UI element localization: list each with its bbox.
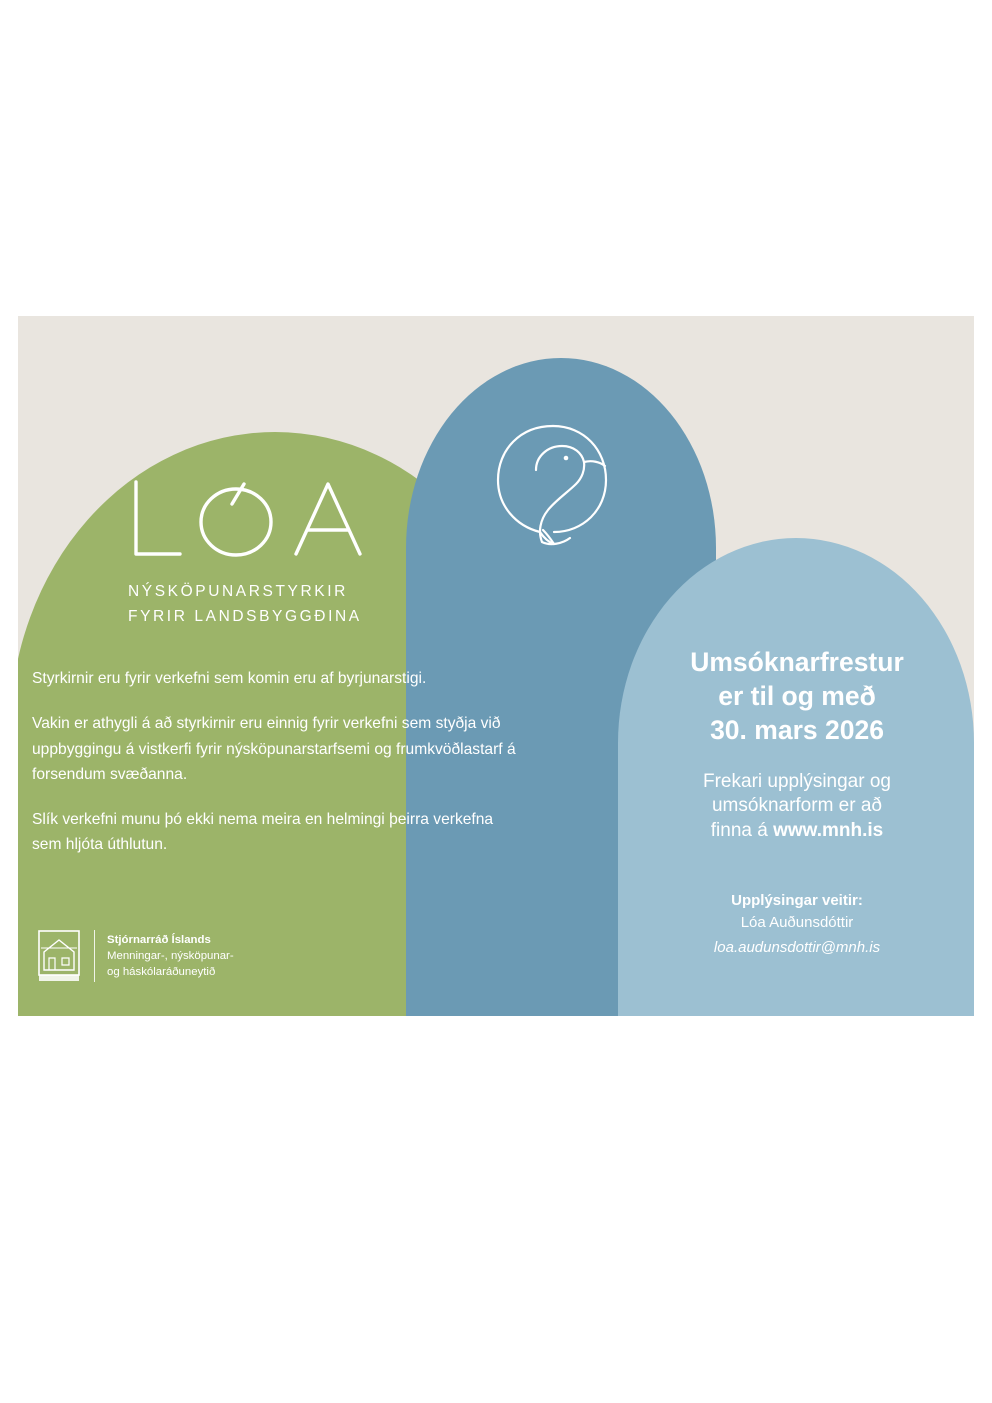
tagline-line-1: NÝSKÖPUNARSTYRKIR bbox=[128, 583, 348, 600]
info-text bbox=[638, 770, 956, 844]
ministry-divider bbox=[94, 930, 95, 982]
wordmark-tagline bbox=[128, 580, 428, 630]
loa-logotype-icon bbox=[128, 474, 373, 566]
deadline-line-3: 30. mars 2026 bbox=[710, 714, 884, 745]
loa-wordmark bbox=[128, 474, 428, 630]
deadline-line-1: Umsóknarfrestur bbox=[690, 647, 904, 677]
ministry-department-line-1: Menningar-, nýsköpunar- bbox=[107, 949, 234, 962]
deadline-column bbox=[638, 646, 956, 959]
ministry-organisation: Stjórnarráð Íslands bbox=[107, 933, 211, 946]
contact-block bbox=[638, 890, 956, 960]
info-line-3 bbox=[638, 819, 956, 844]
info-line-1: Frekari upplýsingar og bbox=[703, 770, 891, 792]
ministry-lockup bbox=[36, 928, 234, 984]
body-paragraph-3: Slík verkefni munu þó ekki nema meira en helmingi þeirra verkefna sem hljóta úthlutun. bbox=[32, 811, 494, 854]
contact-heading: Upplýsingar veitir: bbox=[731, 891, 863, 909]
coat-of-arms-icon bbox=[36, 928, 82, 984]
website-link[interactable]: www.mnh.is bbox=[773, 820, 884, 842]
info-line-2: umsóknarform er að bbox=[711, 795, 882, 817]
body-paragraph-1: Styrkirnir eru fyrir verkefni sem komin eru af byrjunarstigi. bbox=[32, 670, 427, 687]
contact-name: Lóa Auðunsdóttir bbox=[740, 914, 854, 932]
body-paragraph-2: Vakin er athygli á að styrkirnir eru einnig fyrir verkefni sem styðja við uppbyggingu á vistkerfi fyrir nýsköpunarstarfsemi og frumkvöðlastarf á forsendum svæðanna. bbox=[32, 715, 516, 783]
info-line-3-prefix: finna á bbox=[710, 820, 774, 842]
poster-canvas bbox=[18, 316, 974, 1016]
ministry-text bbox=[107, 932, 234, 981]
body-copy bbox=[32, 666, 522, 858]
plover-bird-icon bbox=[488, 414, 618, 564]
ministry-department-line-2: og háskólaráðuneytið bbox=[107, 966, 216, 979]
tagline-line-2: FYRIR LANDSBYGGÐINA bbox=[128, 607, 362, 625]
deadline-line-2: er til og með bbox=[718, 680, 876, 711]
contact-email[interactable]: loa.audunsdottir@mnh.is bbox=[713, 938, 881, 956]
deadline-heading bbox=[638, 646, 956, 748]
